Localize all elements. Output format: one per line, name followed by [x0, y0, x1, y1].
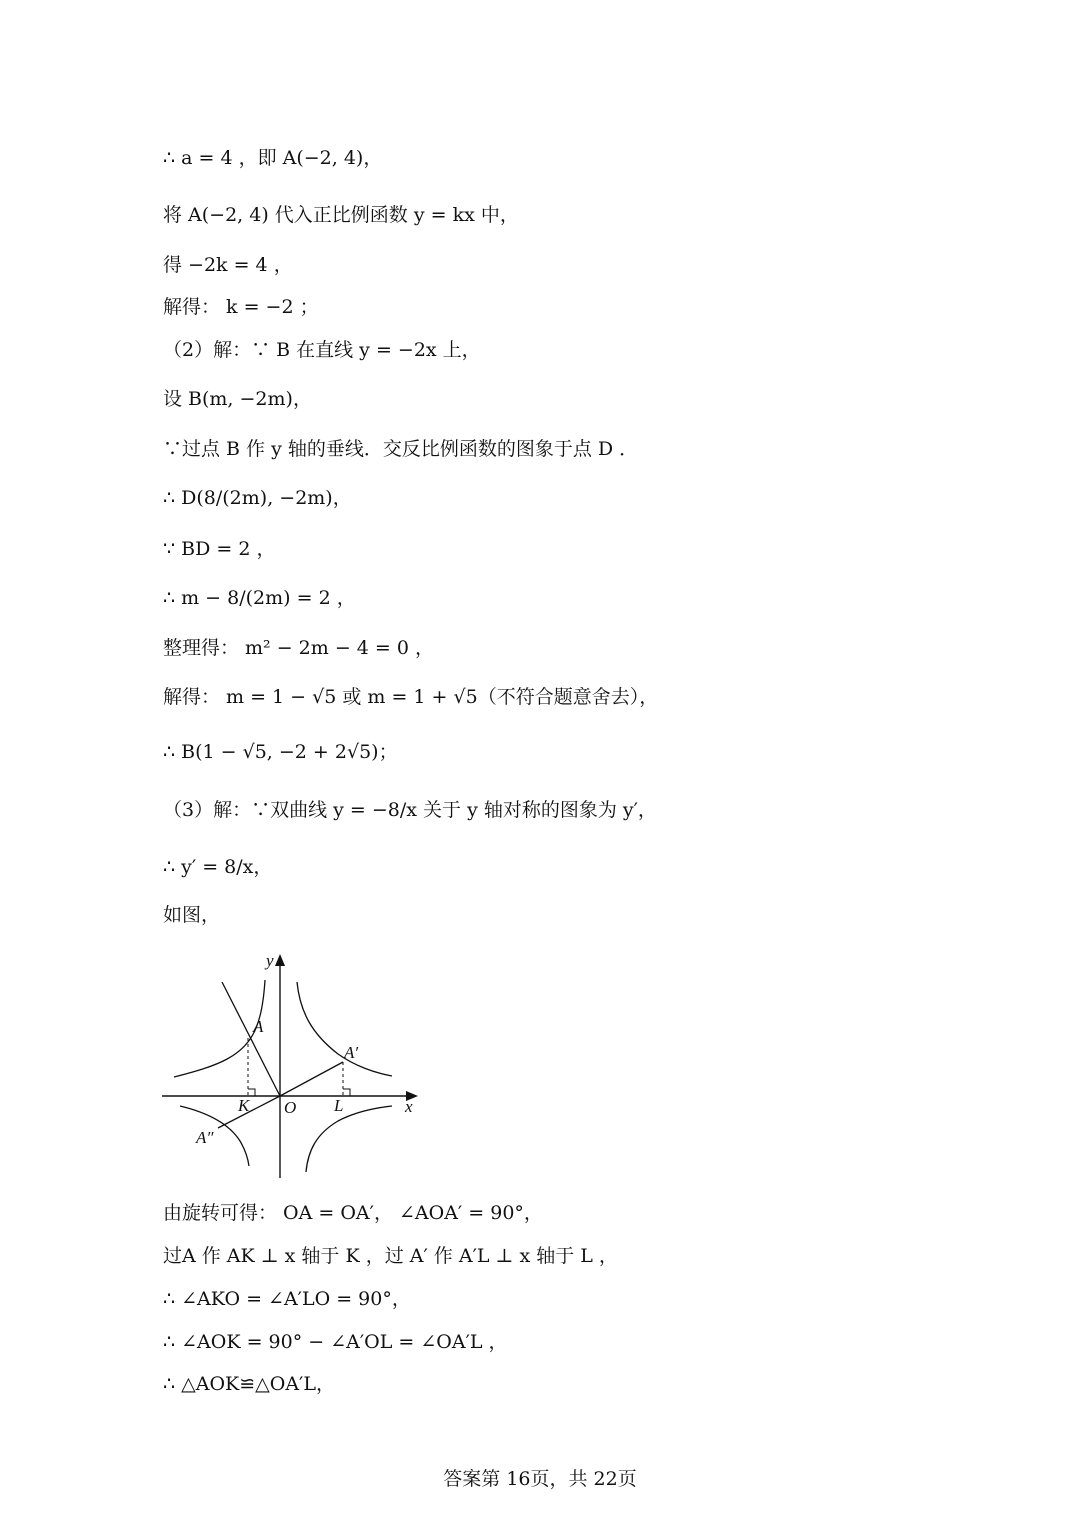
line-7: ∵过点 B 作 y 轴的垂线．交反比例函数的图象于点 D ．	[163, 438, 639, 460]
line-12: 解得： m = 1 − √5 或 m = 1 + √5（不符合题意舍去），	[163, 686, 659, 708]
label-L: L	[334, 1096, 344, 1115]
hyperbola-branch-lower-left	[180, 1106, 249, 1166]
label-y: y	[266, 951, 274, 970]
line-10: ∴ m − 8/(2m) = 2 ，	[163, 587, 356, 609]
line-8: ∴ D(8/(2m), −2m)，	[163, 487, 352, 509]
line-19: ∴ ∠AKO = ∠A′LO = 90°，	[163, 1288, 411, 1310]
right-angle-K	[248, 1089, 255, 1096]
line-16: 如图，	[163, 904, 221, 926]
line-2: 将 A(−2, 4) 代入正比例函数 y = kx 中，	[163, 204, 519, 226]
label-O: O	[284, 1098, 297, 1117]
segment-O-A-prime	[280, 1062, 343, 1096]
hyperbola-branch-lower-right	[306, 1106, 392, 1172]
line-3: 得 −2k = 4 ，	[163, 254, 293, 276]
line-5: （2）解：∵ B 在直线 y = −2x 上，	[163, 339, 481, 361]
line-18: 过A 作 AK ⊥ x 轴于 K ，过 A′ 作 A′L ⊥ x 轴于 L ，	[163, 1245, 618, 1267]
y-axis-arrow	[275, 954, 285, 966]
line-20: ∴ ∠AOK = 90° − ∠A′OL = ∠OA′L ，	[163, 1331, 508, 1353]
page-footer: 答案第 16页，共 22页	[443, 1468, 637, 1490]
label-A: A	[253, 1017, 264, 1036]
label-x: x	[405, 1097, 413, 1116]
line-17: 由旋转可得： OA = OA′， ∠AOA′ = 90°，	[163, 1202, 543, 1224]
line-13: ∴ B(1 − √5, −2 + 2√5)；	[163, 741, 398, 763]
line-through-A	[222, 982, 280, 1096]
line-9: ∵ BD = 2 ，	[163, 538, 276, 560]
hyperbola-branch-upper-left	[174, 980, 265, 1077]
line-6: 设 B(m, −2m)，	[163, 388, 312, 410]
hyperbola-figure	[160, 946, 422, 1180]
label-K: K	[238, 1096, 250, 1115]
line-4: 解得： k = −2 ；	[163, 296, 319, 318]
line-1: ∴ a = 4 ，即 A(−2, 4)，	[163, 147, 383, 169]
right-angle-L	[343, 1089, 350, 1096]
line-21: ∴ △AOK≌△OA′L，	[163, 1373, 335, 1395]
line-15: ∴ y′ = 8/x，	[163, 856, 273, 878]
label-A-prime: A′	[344, 1043, 359, 1062]
line-14: （3）解：∵双曲线 y = −8/x 关于 y 轴对称的图象为 y′，	[163, 799, 657, 821]
label-A-double-prime: A″	[196, 1128, 214, 1147]
line-11: 整理得： m² − 2m − 4 = 0 ，	[163, 637, 434, 659]
